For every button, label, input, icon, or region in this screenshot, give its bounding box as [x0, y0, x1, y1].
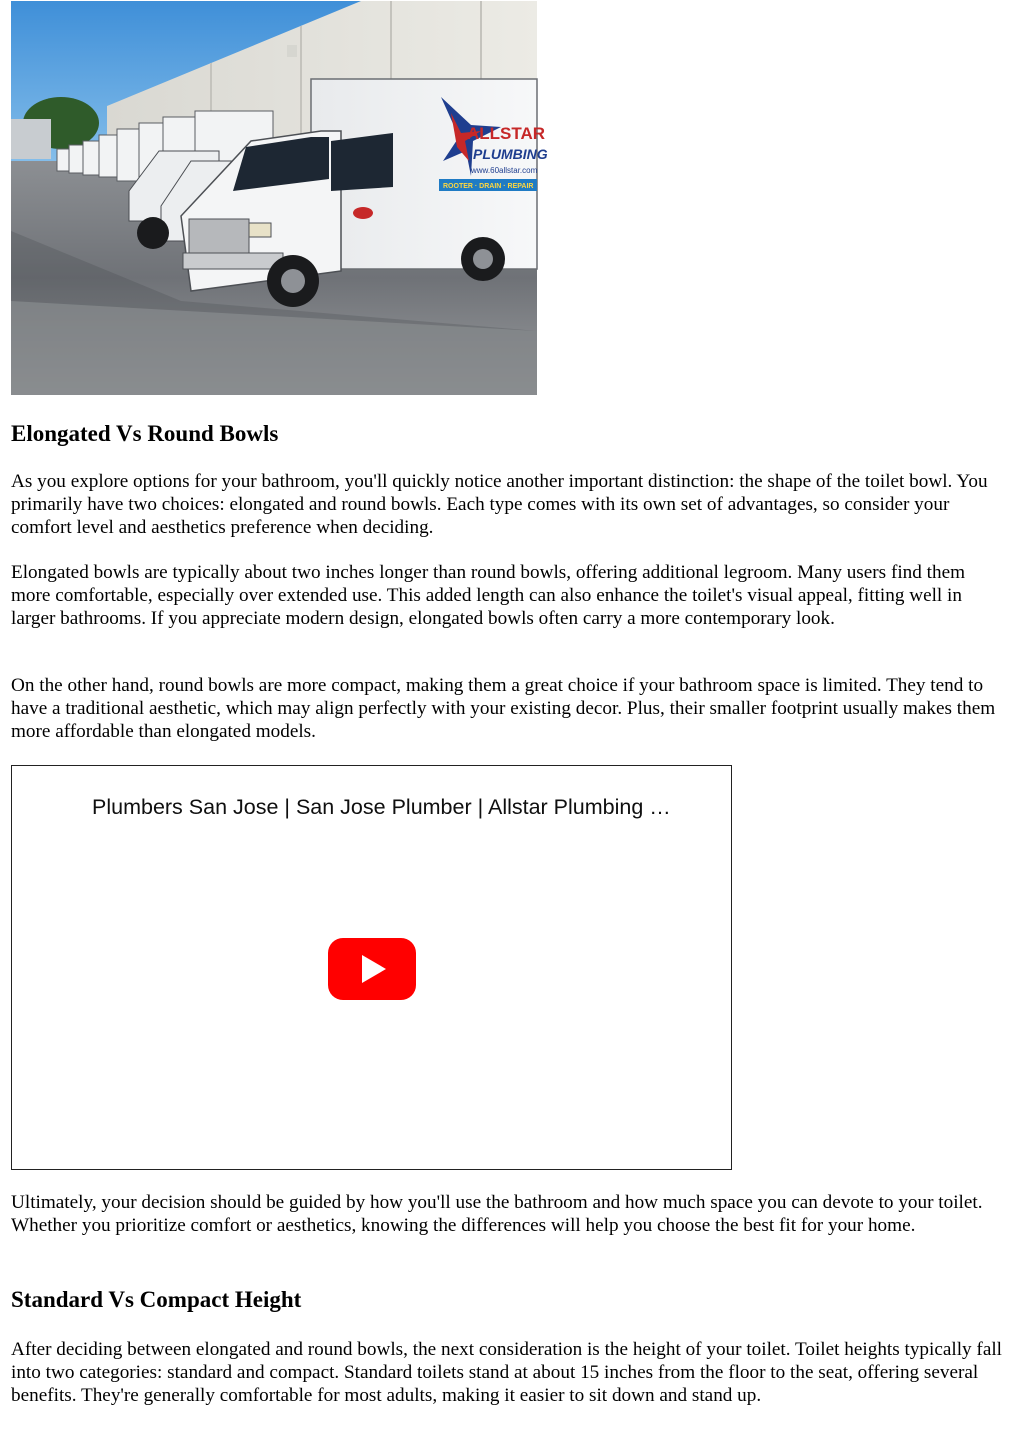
video-title[interactable]: Plumbers San Jose | San Jose Plumber | Allstar Plumbing …	[92, 795, 671, 819]
paragraph: Ultimately, your decision should be guided by how you'll use the bathroom and how much space you can devote to your toilet. Whether you prioritize comfort or aesthetics, knowing the differences will help you choose the best fit for your home.	[11, 1192, 983, 1236]
svg-text:PLUMBING: PLUMBING	[473, 146, 548, 162]
section-heading-elongated-vs-round: Elongated Vs Round Bowls	[11, 421, 279, 446]
svg-text:www.60allstar.com: www.60allstar.com	[471, 166, 538, 175]
svg-text:ROOTER · DRAIN · REPAIR: ROOTER · DRAIN · REPAIR	[443, 183, 534, 190]
paragraph: After deciding between elongated and round bowls, the next consideration is the height of your toilet. Toilet heights typically fall into two categories: standard and compact. Standard toilets stand at about 15 inches from the floor to the seat, offering several benefits. They're generally comfortable for most adults, making it easier to sit down and stand up.	[11, 1339, 1003, 1406]
paragraph: On the other hand, round bowls are more compact, making them a great choice if your bathroom space is limited. They tend to have a traditional aesthetic, which may align perfectly with your existing decor. Plus, their smaller footprint usually makes them more affordable than elongated models.	[11, 675, 996, 742]
video-embed[interactable]	[11, 765, 732, 1170]
svg-text:ALLSTAR: ALLSTAR	[467, 124, 546, 143]
paragraph: As you explore options for your bathroom, you'll quickly notice another important distinction: the shape of the toilet bowl. You primarily have two choices: elongated and round bowls. Each type comes with its own set of advantages, so consider your comfort level and aesthetics preference when deciding.	[11, 471, 988, 538]
truck-fleet-photo	[11, 1, 548, 395]
youtube-play-icon[interactable]	[328, 938, 416, 1000]
paragraph: Elongated bowls are typically about two inches longer than round bowls, offering additional legroom. Many users find them more comfortable, especially over extended use. This added length can also enhance the toilet's visual appeal, fitting well in larger bathrooms. If you appreciate modern design, elongated bowls often carry a more contemporary look.	[11, 562, 966, 629]
section-heading-standard-vs-compact: Standard Vs Compact Height	[11, 1287, 302, 1312]
